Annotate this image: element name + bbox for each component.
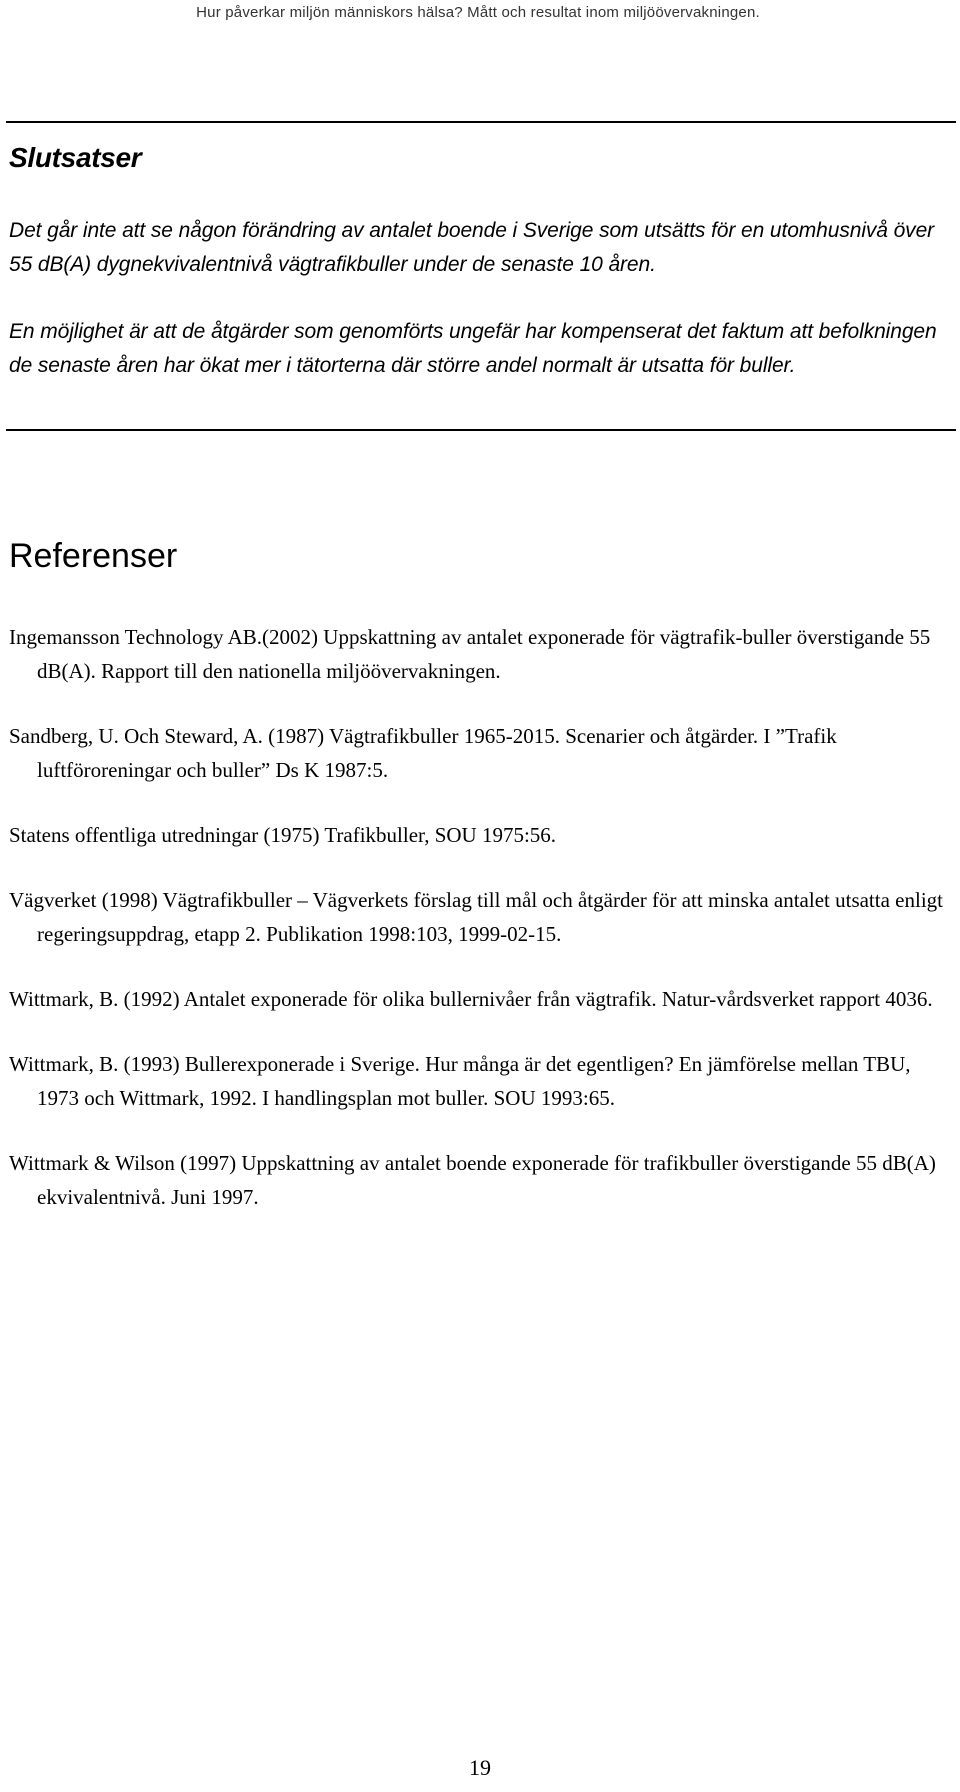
reference-item: Statens offentliga utredningar (1975) Trafikbuller, SOU 1975:56. xyxy=(9,823,557,847)
reference-list xyxy=(9,620,944,1214)
bottom-divider xyxy=(6,429,956,431)
page-number: 19 xyxy=(469,1755,491,1780)
running-header: Hur påverkar miljön människors hälsa? Mått och resultat inom miljöövervakningen. xyxy=(196,4,760,21)
top-divider xyxy=(6,121,956,123)
conclusion-paragraph: En möjlighet är att de åtgärder som genomförts ungefär har kompenserat det faktum att befolkningen de senaste åren har ökat mer i tätorterna där större andel normalt är utsatta för buller. xyxy=(9,320,937,377)
reference-item: Vägverket (1998) Vägtrafikbuller – Vägverkets förslag till mål och åtgärder för att minska antalet utsatta enligt regeringsuppdrag, etapp 2. Publikation 1998:103, 1999-02-15. xyxy=(9,888,943,946)
reference-item: Ingemansson Technology AB.(2002) Uppskattning av antalet exponerade för vägtrafik-buller överstigande 55 dB(A). Rapport till den nationella miljöövervakningen. xyxy=(9,625,931,683)
reference-item: Wittmark & Wilson (1997) Uppskattning av antalet boende exponerade för trafikbuller överstigande 55 dB(A) ekvivalentnivå. Juni 1997. xyxy=(9,1151,936,1209)
conclusion-paragraph: Det går inte att se någon förändring av antalet boende i Sverige som utsätts för en utomhusnivå över 55 dB(A) dygnekvivalentnivå vägtrafikbuller under de senaste 10 åren. xyxy=(9,219,935,276)
reference-item: Sandberg, U. Och Steward, A. (1987) Vägtrafikbuller 1965-2015. Scenarier och åtgärder. I ”Trafik luftföroreningar och buller” Ds K 1987:5. xyxy=(9,724,837,782)
conclusions-heading: Slutsatser xyxy=(9,142,142,173)
references-heading: Referenser xyxy=(9,537,178,575)
reference-item: Wittmark, B. (1993) Bullerexponerade i Sverige. Hur många är det egentligen? En jämförelse mellan TBU, 1973 och Wittmark, 1992. I handlingsplan mot buller. SOU 1993:65. xyxy=(9,1052,911,1110)
reference-item: Wittmark, B. (1992) Antalet exponerade för olika bullernivåer från vägtrafik. Natur-vårdsverket rapport 4036. xyxy=(9,987,933,1011)
